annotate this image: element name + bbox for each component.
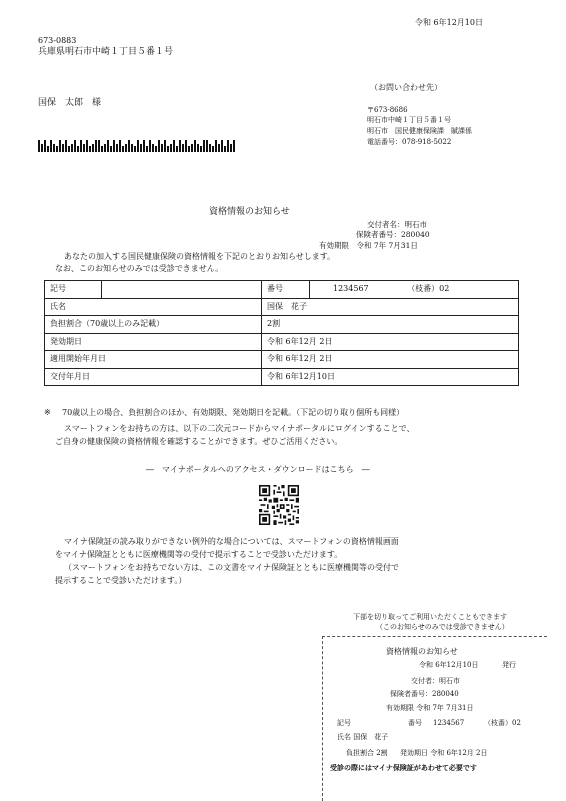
issuer-name: 交付者名：明石市: [367, 220, 427, 229]
card-insurer-number: 保険者番号：280040: [390, 690, 459, 698]
name-value: 国保 花子: [262, 298, 519, 316]
branch-number: （枝番）02: [407, 284, 450, 294]
contact-department: 明石市 国民健康保険課 賦課係: [367, 127, 472, 135]
card-issue-date: 令和 6年12月10日: [419, 661, 479, 669]
contact-heading: （お問い合わせ先）: [370, 83, 442, 92]
copay-value: 2割: [262, 316, 519, 334]
recipient-name: 国保 太郎 様: [38, 98, 102, 108]
issued-value: 令和 6年12月10日: [262, 368, 519, 386]
footnote-mark: ※: [44, 408, 51, 417]
card-title: 資格情報のお知らせ: [386, 647, 458, 656]
card-copay: 負担割合 2割: [346, 749, 388, 757]
qualification-table: [44, 280, 519, 386]
exception-line-3: （スマートフォンをお持ちでない方は、この文書をマイナ保険証とともに医療機関等の受付で: [64, 563, 399, 572]
intro-line-2: なお、このお知らせのみでは受診できません。: [55, 264, 224, 273]
number-value: 1234567: [333, 284, 369, 294]
table-row: [45, 298, 519, 316]
recipient-address: 兵庫県明石市中崎１丁目５番１号: [38, 47, 174, 57]
symbol-label: 記号: [45, 281, 102, 299]
cut-note-line-1: 下部を切り取ってご利用いただくこともできます: [353, 613, 507, 621]
copay-label: 負担割合（70歳以上のみ記載）: [45, 316, 262, 334]
contact-phone: 電話番号：078-918-5022: [367, 138, 452, 146]
smartphone-line-1: スマートフォンをお持ちの方は、以下の二次元コードからマイナポータルにログインすることで、: [64, 424, 415, 433]
card-number-value: 1234567: [433, 719, 465, 727]
mynaportal-link[interactable]: ― マイナポータルへのアクセス・ダウンロードはこちら ―: [146, 465, 370, 474]
card-branch: （枝番）02: [484, 719, 521, 727]
exception-line-4: 提示することで受診いただけます。）: [55, 576, 187, 585]
notice-date: 令和 6年12月10日: [415, 18, 483, 27]
start-value: 令和 6年12月 2日: [262, 351, 519, 369]
card-effective: 発効期日 令和 6年12月 2日: [400, 749, 488, 757]
card-name: 氏名 国保 花子: [337, 733, 389, 741]
validity-date: 有効期限 令和 7年 7月31日: [319, 241, 418, 250]
number-label: 番号: [262, 281, 310, 299]
table-row: [45, 316, 519, 334]
effective-label: 発効期日: [45, 333, 262, 351]
table-row: [45, 333, 519, 351]
card-number-label: 番号: [408, 719, 422, 727]
insurer-number: 保険者番号：280040: [356, 230, 430, 239]
number-cell: [310, 281, 519, 299]
start-label: 適用開始年月日: [45, 351, 262, 369]
issued-label: 交付年月日: [45, 368, 262, 386]
exception-line-1: マイナ保険証の読み取りができない例外的な場合については、スマートフォンの資格情報画面: [64, 537, 399, 546]
qr-code-icon[interactable]: [259, 485, 299, 525]
name-label: 氏名: [45, 298, 262, 316]
cut-note-line-2: （このお知らせのみでは受診できません）: [376, 623, 509, 631]
contact-address: 明石市中崎１丁目５番１号: [367, 116, 451, 124]
symbol-value: [102, 281, 262, 299]
contact-postal-code: 〒673-8686: [367, 106, 408, 114]
footnote-text: 70歳以上の場合、負担割合のほか、有効期限、発効期日を記載。（下記の切り取り個所も同様）: [62, 408, 405, 417]
recipient-postal-code: 673-0883: [38, 36, 77, 45]
postal-barcode: [38, 140, 238, 152]
card-issued-word: 発行: [502, 661, 516, 669]
smartphone-line-2: ご自身の健康保険の資格情報を確認することができます。ぜひご活用ください。: [55, 437, 343, 446]
card-validity: 有効期限 令和 7年 7月31日: [386, 704, 474, 712]
table-row: [45, 368, 519, 386]
exception-line-2: をマイナ保険証とともに医療機関等の受付で提示することで受診いただけます。: [55, 550, 343, 559]
card-symbol-label: 記号: [337, 719, 351, 727]
card-warning: 受診の際にはマイナ保険証があわせて必要です: [330, 763, 477, 772]
effective-value: 令和 6年12月 2日: [262, 333, 519, 351]
intro-line-1: あなたの加入する国民健康保険の資格情報を下記のとおりお知らせします。: [64, 252, 336, 261]
card-issuer: 交付者：明石市: [411, 677, 460, 685]
notice-title: 資格情報のお知らせ: [209, 207, 290, 217]
table-row: [45, 351, 519, 369]
table-row: [45, 281, 519, 299]
